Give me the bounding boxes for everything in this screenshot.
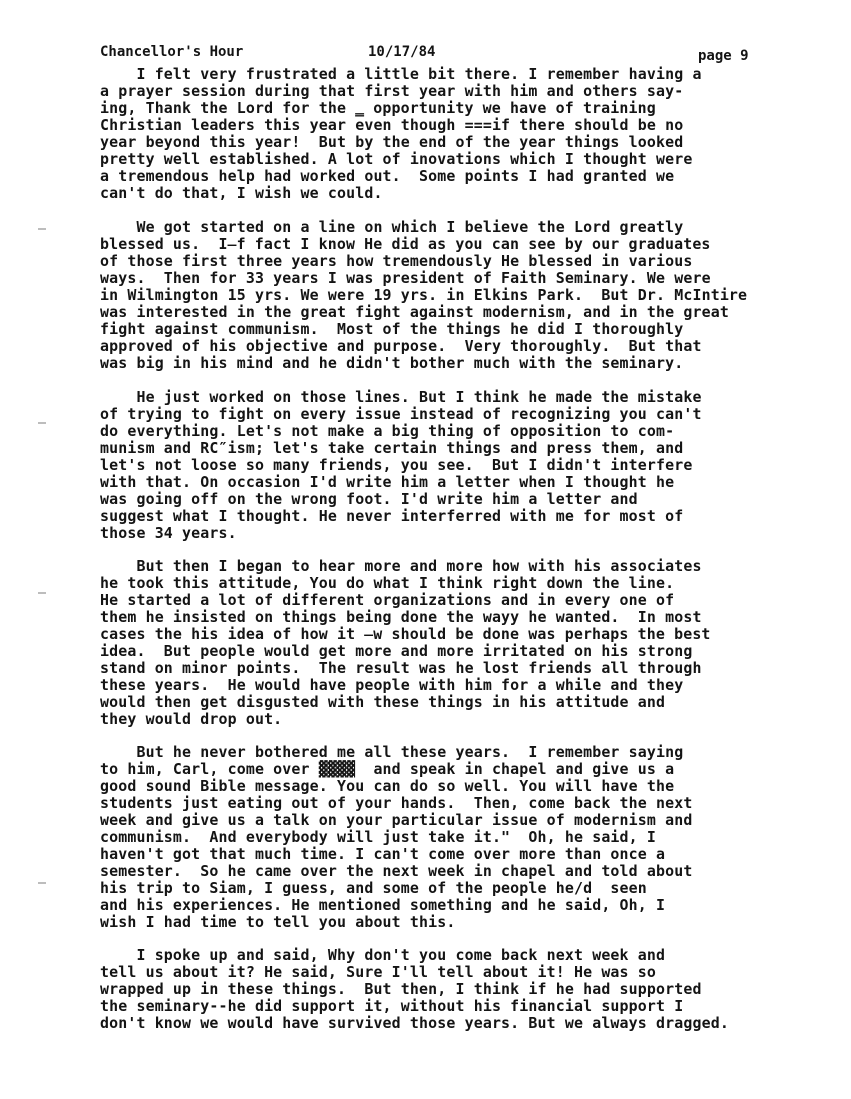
text-line: We got started on a line on which I believe the Lord greatly <box>100 218 684 236</box>
text-line: pretty well established. A lot of inovations which I thought were <box>100 150 693 168</box>
text-line: week and give us a talk on your particular issue of modernism and <box>100 811 693 829</box>
text-line: wrapped up in these things. But then, I think if he had supported <box>100 980 702 998</box>
text-line: ways. Then for 33 years I was president of Faith Seminary. We were <box>100 269 711 287</box>
text-line: a prayer session during that first year with him and others say- <box>100 82 684 100</box>
text-line: I felt very frustrated a little bit there. I remember having a <box>100 65 702 83</box>
text-line: semester. So he came over the next week in chapel and told about <box>100 862 693 880</box>
text-line: fight against communism. Most of the things he did I thoroughly <box>100 320 684 338</box>
text-line: He started a lot of different organizations and in every one of <box>100 591 675 609</box>
text-line: was big in his mind and he didn't bother much with the seminary. <box>100 354 684 372</box>
margin-mark <box>38 592 46 594</box>
text-line: wish I had time to tell you about this. <box>100 913 456 931</box>
text-line: cases the his idea of how it ̶w should be done was perhaps the best <box>100 625 711 643</box>
text-line: stand on minor points. The result was he lost friends all through <box>100 659 702 677</box>
text-line: they would drop out. <box>100 710 283 728</box>
text-line: do everything. Let's not make a big thing of opposition to com- <box>100 422 675 440</box>
text-line: those 34 years. <box>100 524 237 542</box>
text-line: of those first three years how tremendously He blessed in various <box>100 252 693 270</box>
text-line: I spoke up and said, Why don't you come back next week and <box>100 946 666 964</box>
text-line: would then get disgusted with these things in his attitude and <box>100 693 666 711</box>
text-line: year beyond this year! But by the end of the year things looked <box>100 133 684 151</box>
margin-mark <box>38 882 46 884</box>
text-line: idea. But people would get more and more irritated on his strong <box>100 642 693 660</box>
text-line: Christian leaders this year even though ===if there should be no <box>100 116 684 134</box>
text-line: these years. He would have people with him for a while and they <box>100 676 684 694</box>
text-line: But then I began to hear more and more how with his associates <box>100 557 702 575</box>
text-line: suggest what I thought. He never interferred with me for most of <box>100 507 684 525</box>
text-line: them he insisted on things being done the wayy he wanted. In most <box>100 608 702 626</box>
text-line: in Wilmington 15 yrs. We were 19 yrs. in Elkins Park. But Dr. McIntire <box>100 286 748 304</box>
text-line: was interested in the great fight against modernism, and in the great <box>100 303 729 321</box>
text-line: approved of his objective and purpose. Very thoroughly. But that <box>100 337 702 355</box>
text-line: He just worked on those lines. But I think he made the mistake <box>100 388 702 406</box>
margin-mark <box>38 422 46 424</box>
text-line: But he never bothered me all these years. I remember saying <box>100 743 684 761</box>
text-line: the seminary--he did support it, without his financial support I <box>100 997 684 1015</box>
text-line: let's not loose so many friends, you see. But I didn't interfere <box>100 456 693 474</box>
text-line: don't know we would have survived those years. But we always dragged. <box>100 1014 729 1032</box>
text-line: was going off on the wrong foot. I'd write him a letter and <box>100 490 638 508</box>
text-line: munism and RC″ism; let's take certain things and press them, and <box>100 439 684 457</box>
document-title: Chancellor's Hour <box>100 44 244 60</box>
text-line: of trying to fight on every issue instead of recognizing you can't <box>100 405 702 423</box>
page-number: page 9 <box>698 48 749 64</box>
text-line: he took this attitude, You do what I think right down the line. <box>100 574 675 592</box>
text-line: tell us about it? He said, Sure I'll tell about it! He was so <box>100 963 657 981</box>
text-line: can't do that, I wish we could. <box>100 184 383 202</box>
text-line: and his experiences. He mentioned something and he said, Oh, I <box>100 896 666 914</box>
text-line: students just eating out of your hands. Then, come back the next <box>100 794 693 812</box>
text-line: ing, Thank the Lord for the ̳ opportunity we have of training <box>100 99 656 117</box>
text-line: blessed us. I̶f fact I know He did as you can see by our graduates <box>100 235 711 253</box>
text-line: to him, Carl, come over ▓▓▓▓ and speak in chapel and give us a <box>100 760 675 778</box>
text-line: communism. And everybody will just take it." Oh, he said, I <box>100 828 657 846</box>
text-line: haven't got that much time. I can't come over more than once a <box>100 845 666 863</box>
text-line: his trip to Siam, I guess, and some of the people he/d seen <box>100 879 647 897</box>
page-header <box>96 44 756 66</box>
text-line: with that. On occasion I'd write him a letter when I thought he <box>100 473 675 491</box>
text-line: good sound Bible message. You can do so well. You will have the <box>100 777 675 795</box>
document-date: 10/17/84 <box>368 44 436 60</box>
margin-mark <box>38 228 46 230</box>
text-line: a tremendous help had worked out. Some points I had granted we <box>100 167 675 185</box>
